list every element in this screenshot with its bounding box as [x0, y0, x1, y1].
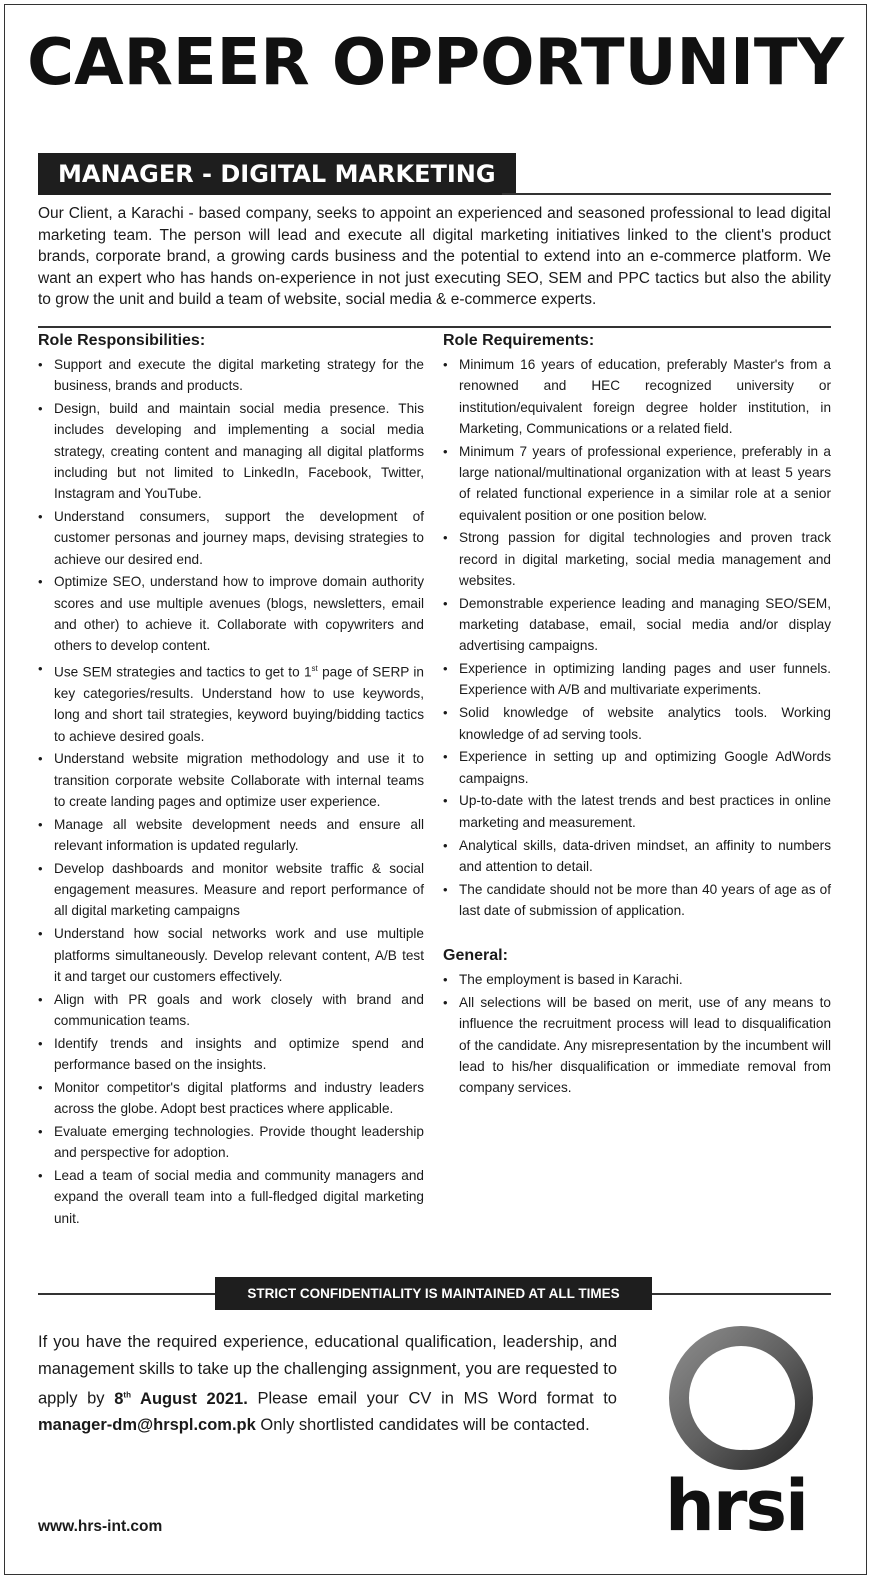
- responsibilities-item: • Identify trends and insights and optimize spend and performance based on the insights.: [38, 1033, 424, 1076]
- responsibilities-list: [38, 354, 424, 1229]
- responsibilities-heading: Role Responsibilities:: [38, 332, 206, 349]
- requirements-column: [443, 332, 831, 1100]
- responsibilities-column: [38, 332, 424, 1230]
- responsibilities-item: • Align with PR goals and work closely with brand and communication teams.: [38, 989, 424, 1032]
- responsibilities-item: • Design, build and maintain social media presence. This includes developing and implementing a social media strategy, creating content and managing all digital platforms including but not limited to LinkedIn, Facebook, Twitter, Instagram and YouTube.: [38, 398, 424, 504]
- responsibilities-item: • Lead a team of social media and community managers and expand the overall team into a full-fledged digital marketing unit.: [38, 1165, 424, 1229]
- general-heading: General:: [443, 947, 508, 965]
- responsibilities-item: • Optimize SEO, understand how to improve domain authority scores and use multiple avenues (blogs, newsletters, email and other) to achieve it. Collaborate with copywriters and others to develop content.: [38, 571, 424, 656]
- responsibilities-item: • Develop dashboards and monitor website traffic & social engagement measures. Measure and report performance of all digital marketing campaigns: [38, 858, 424, 922]
- requirements-item: • Up-to-date with the latest trends and best practices in online marketing and measurement.: [443, 790, 831, 833]
- responsibilities-item: • Understand consumers, support the development of customer personas and journey maps, devising strategies to achieve our desired end.: [38, 506, 424, 570]
- general-item: • All selections will be based on merit, use of any means to influence the recruitment process will lead to disqualification of the candidate. Any misrepresentation by the incumbent will lead to his/her disqualification or immediate removal from company services.: [443, 992, 831, 1098]
- requirements-item: • Minimum 16 years of education, preferably Master's from a renowned and HEC recognized university or institution/equivalent foreign degree holder institution, in Marketing, Communications or a related field.: [443, 354, 831, 439]
- requirements-item: • Minimum 7 years of professional experience, preferably in a large national/multinational organization with at least 5 years of related functional experience in a similar role at a senior equivalent position or one position below.: [443, 441, 831, 526]
- general-list: [443, 969, 831, 1098]
- responsibilities-item: • Use SEM strategies and tactics to get to 1st page of SERP in key categories/results. Understand how to use keywords, long and short tail strategies, keyword buying/bidding tactics to achieve desired goals.: [38, 658, 424, 747]
- responsibilities-item: • Understand how social networks work and use multiple platforms simultaneously. Develop relevant content, A/B test it and target our customers effectively.: [38, 923, 424, 987]
- logo-wordmark: hrsi: [665, 1465, 808, 1547]
- ring-logo-icon: [679, 1336, 803, 1460]
- apply-text-1: If you have the required experience, educational qualification, leadership, and management skills to take up the challenging assignment, you are requested to apply by: [38, 1333, 617, 1408]
- title-divider: [502, 193, 831, 195]
- requirements-heading: Role Requirements:: [443, 332, 595, 349]
- job-title: MANAGER - DIGITAL MARKETING: [38, 153, 516, 195]
- apply-text-3: Only shortlisted candidates will be contacted.: [255, 1416, 590, 1434]
- requirements-item: • The candidate should not be more than 40 years of age as of last date of submission of application.: [443, 879, 831, 922]
- requirements-item: • Experience in setting up and optimizing Google AdWords campaigns.: [443, 746, 831, 789]
- requirements-item: • Solid knowledge of website analytics tools. Working knowledge of ad serving tools.: [443, 702, 831, 745]
- apply-paragraph: [38, 1329, 617, 1439]
- intro-paragraph: Our Client, a Karachi - based company, seeks to appoint an experienced and seasoned professional to lead digital marketing team. The person will lead and execute all digital marketing initiatives linked to the client's product brands, corporate brand, a growing cards business and the potential to extend into an e-commerce platform. We want an expert who has hands on-experience in not just executing SEO, SEM and PPC tactics but also the ability to grow the unit and build a team of website, social media & e-commerce experts.: [38, 205, 831, 309]
- apply-email-link[interactable]: manager-dm@hrspl.com.pk: [38, 1416, 256, 1434]
- requirements-item: • Strong passion for digital technologies and proven track record in digital marketing, social media management and websites.: [443, 527, 831, 591]
- general-item: • The employment is based in Karachi.: [443, 969, 831, 990]
- requirements-item: • Experience in optimizing landing pages and user funnels. Experience with A/B and multivariate experiments.: [443, 658, 831, 701]
- responsibilities-item: • Support and execute the digital marketing strategy for the business, brands and products.: [38, 354, 424, 397]
- requirements-item: • Demonstrable experience leading and managing SEO/SEM, marketing database, email, social media and/or display advertising campaigns.: [443, 593, 831, 657]
- responsibilities-item: • Understand website migration methodology and use it to transition corporate website Collaborate with internal teams to create landing pages and optimize user experience.: [38, 748, 424, 812]
- section-divider: [38, 326, 831, 328]
- apply-text-2: Please email your CV in MS Word format to: [247, 1389, 617, 1408]
- requirements-list: [443, 354, 831, 921]
- page-headline: CAREER OPPORTUNITY: [27, 26, 844, 100]
- responsibilities-item: • Monitor competitor's digital platforms and industry leaders across the globe. Adopt best practices where applicable.: [38, 1077, 424, 1120]
- confidentiality-banner: STRICT CONFIDENTIALITY IS MAINTAINED AT ALL TIMES: [215, 1277, 652, 1310]
- apply-deadline: 8th August 2021.: [114, 1389, 248, 1408]
- hrsi-logo: [655, 1318, 835, 1548]
- responsibilities-item: • Manage all website development needs and ensure all relevant information is updated regularly.: [38, 814, 424, 857]
- website-link[interactable]: www.hrs-int.com: [38, 1518, 163, 1535]
- responsibilities-item: • Evaluate emerging technologies. Provide thought leadership and perspective for adoption.: [38, 1121, 424, 1164]
- requirements-item: • Analytical skills, data-driven mindset, an affinity to numbers and attention to detail.: [443, 835, 831, 878]
